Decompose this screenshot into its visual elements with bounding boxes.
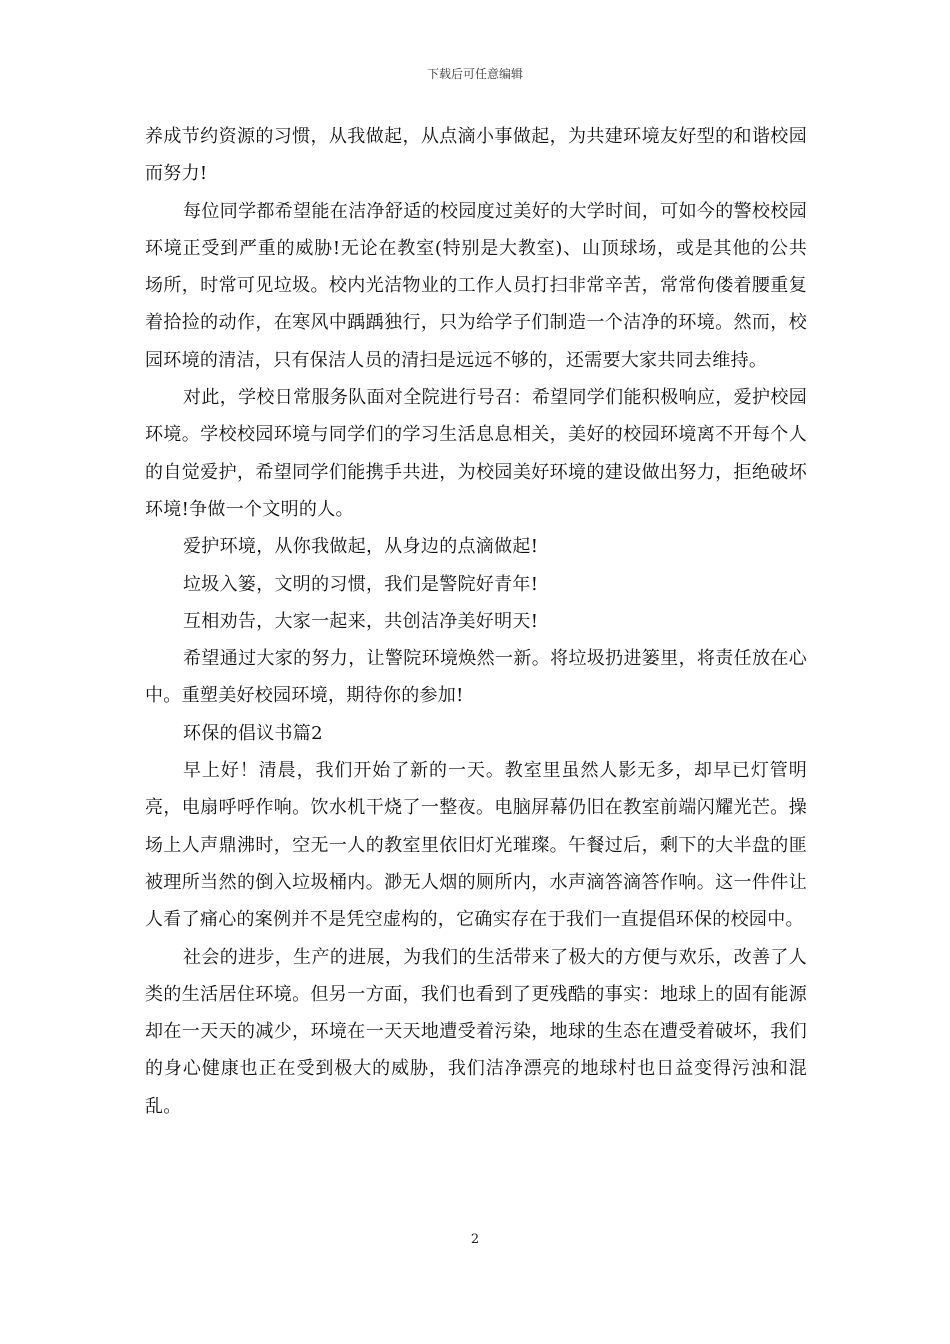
page-number: 2 xyxy=(470,1232,480,1247)
slogan-line-3: 互相劝告，大家一起来，共创洁净美好明天! xyxy=(183,610,539,632)
document-body xyxy=(145,118,807,1125)
section-heading: 环保的倡议书篇2 xyxy=(183,722,323,744)
body-paragraph-1: 养成节约资源的习惯，从我做起，从点滴小事做起，为共建环境友好型的和谐校园而努力! xyxy=(145,126,807,185)
body-paragraph-closing: 希望通过大家的努力，让警院环境焕然一新。将垃圾扔进篓里，将责任放在心中。重塑美好校园环境，期待你的参加! xyxy=(145,648,807,707)
body-paragraph-section2-2: 社会的进步，生产的进展，为我们的生活带来了极大的方便与欢乐，改善了人类的生活居住环境。但另一方面，我们也看到了更残酷的事实：地球上的固有能源却在一天天的减少，环境在一天天地遭受着污染，地球的生态在遭受着破坏，我们的身心健康也正在受到极大的威胁，我们洁净漂亮的地球村也日益变得污浊和混乱。 xyxy=(145,946,807,1117)
page-header-note: 下载后可任意编辑 xyxy=(426,67,523,81)
body-paragraph-2: 每位同学都希望能在洁净舒适的校园度过美好的大学时间，可如今的警校校园环境正受到严重的威胁!无论在教室(特别是大教室)、山顶球场，或是其他的公共场所，时常可见垃圾。校内光洁物业的工作人员打扫非常辛苦，常常佝偻着腰重复着拾捡的动作，在寒风中踽踽独行，只为给学子们制造一个洁净的环境。然而，校园环境的清洁，只有保洁人员的清扫是远远不够的，还需要大家共同去维持。 xyxy=(145,200,807,371)
body-paragraph-section2-1: 早上好！清晨，我们开始了新的一天。教室里虽然人影无多，却早已灯管明亮，电扇呼呼作响。饮水机干烧了一整夜。电脑屏幕仍旧在教室前端闪耀光芒。操场上人声鼎沸时，空无一人的教室里依旧灯光璀璨。午餐过后，剩下的大半盘的匪被理所当然的倒入垃圾桶内。渺无人烟的厕所内，水声滴答滴答作响。这一件件让人看了痛心的案例并不是凭空虚构的，它确实存在于我们一直提倡环保的校园中。 xyxy=(145,760,807,931)
slogan-line-2: 垃圾入篓，文明的习惯，我们是警院好青年! xyxy=(183,573,539,595)
slogan-line-1: 爱护环境，从你我做起，从身边的点滴做起! xyxy=(183,536,539,558)
body-paragraph-3: 对此，学校日常服务队面对全院进行号召：希望同学们能积极响应，爱护校园环境。学校校园环境与同学们的学习生活息息相关，美好的校园环境离不开每个人的自觉爱护，希望同学们能携手共进，为校园美好环境的建设做出努力，拒绝破坏环境!争做一个文明的人。 xyxy=(145,387,807,520)
